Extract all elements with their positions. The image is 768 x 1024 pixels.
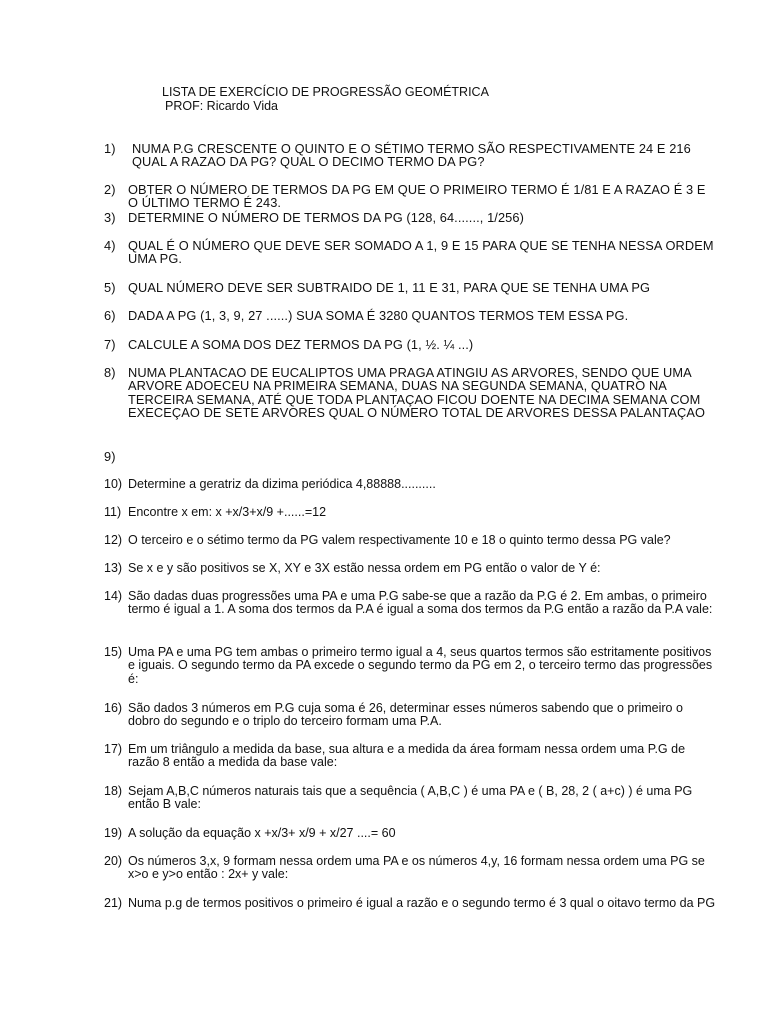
question-text: CALCULE A SOMA DOS DEZ TERMOS DA PG (1, ½. ¼ ...) — [128, 337, 474, 352]
document-author: PROF: Ricardo Vida — [165, 99, 279, 113]
question-number: 1) — [104, 141, 116, 156]
question-text: OBTER O NÚMERO DE TERMOS DA PG EM QUE O PRIMEIRO TERMO É 1/81 E A RAZAO É 3 E O ÚLTIMO TERMO É 243. — [128, 182, 706, 211]
question-text: Encontre x em: x +x/3+x/9 +......=12 — [128, 505, 327, 519]
question-text: São dadas duas progressões uma PA e uma P.G sabe-se que a razão da P.G é 2. Em ambas, o primeiro termo é igual a 1. A soma dos termos da P.A é igual a soma dos termos da P.G então a razão da P.A vale: — [128, 589, 713, 617]
question-3 — [104, 211, 716, 224]
question-number: 5) — [104, 280, 116, 295]
question-number: 14) — [104, 589, 123, 603]
question-6 — [104, 309, 716, 322]
question-number: 2) — [104, 182, 116, 197]
question-text: O terceiro e o sétimo termo da PG valem respectivamente 10 e 18 o quinto termo dessa PG vale? — [128, 533, 671, 547]
question-number: 21) — [104, 896, 123, 910]
question-text: Os números 3,x, 9 formam nessa ordem uma PA e os números 4,y, 16 formam nessa ordem uma PG se x>o e y>o então : 2x+ y vale: — [128, 854, 705, 882]
document-title: LISTA DE EXERCÍCIO DE PROGRESSÃO GEOMÉTRICA — [162, 85, 489, 99]
question-13 — [104, 562, 716, 575]
question-number: 19) — [104, 826, 123, 840]
question-number: 7) — [104, 337, 116, 352]
question-number: 17) — [104, 742, 123, 756]
question-8 — [104, 366, 716, 420]
question-5 — [104, 281, 716, 294]
question-17 — [104, 743, 716, 770]
question-text: Sejam A,B,C números naturais tais que a sequência ( A,B,C ) é uma PA e ( B, 28, 2 ( a+c) ) é uma PG então B vale: — [128, 784, 693, 812]
question-2 — [104, 183, 716, 210]
question-text: NUMA PLANTACAO DE EUCALIPTOS UMA PRAGA ATINGIU AS ARVORES, SENDO QUE UMA ARVORE ADOECEU NA PRIMEIRA SEMANA, DUAS NA SEGUNDA SEMANA, QUATRO NA TERCEIRA SEMANA, ATÉ QUE TODA PLANTAÇAO FICOU DOENTE NA DECIMA SEMANA COM EXECEÇAO DE SETE ARVORES QUAL O NÚMERO TOTAL DE ARVORES DESSA PALANTAÇAO — [128, 365, 706, 421]
question-number: 6) — [104, 308, 116, 323]
question-1 — [104, 142, 716, 169]
question-number: 18) — [104, 784, 123, 798]
question-10 — [104, 478, 716, 491]
question-4 — [104, 239, 716, 266]
question-number: 13) — [104, 561, 123, 575]
question-text: Se x e y são positivos se X, XY e 3X estão nessa ordem em PG então o valor de Y é: — [128, 561, 601, 575]
question-text: QUAL NÚMERO DEVE SER SUBTRAIDO DE 1, 11 E 31, PARA QUE SE TENHA UMA PG — [128, 280, 651, 295]
question-12 — [104, 534, 716, 547]
question-14 — [104, 590, 716, 617]
question-number: 3) — [104, 210, 116, 225]
question-number: 12) — [104, 533, 123, 547]
question-number: 10) — [104, 477, 123, 491]
question-text: DADA A PG (1, 3, 9, 27 ......) SUA SOMA É 3280 QUANTOS TERMOS TEM ESSA PG. — [128, 308, 629, 323]
question-text: Determine a geratriz da dizima periódica 4,88888.......... — [128, 477, 436, 491]
question-18 — [104, 785, 716, 812]
question-number: 8) — [104, 365, 116, 380]
question-text: QUAL É O NÚMERO QUE DEVE SER SOMADO A 1, 9 E 15 PARA QUE SE TENHA NESSA ORDEM UMA PG. — [128, 238, 714, 267]
question-text: São dados 3 números em P.G cuja soma é 26, determinar esses números sabendo que o primeiro o dobro do segundo e o triplo do terceiro formam uma P.A. — [128, 701, 683, 729]
question-11 — [104, 506, 716, 519]
question-text: Numa p.g de termos positivos o primeiro é igual a razão e o segundo termo é 3 qual o oitavo termo da PG — [128, 896, 716, 910]
question-21 — [104, 897, 716, 910]
question-16 — [104, 702, 716, 729]
question-text: DETERMINE O NÚMERO DE TERMOS DA PG (128, 64......., 1/256) — [128, 210, 524, 225]
question-7 — [104, 338, 716, 351]
question-text: Em um triângulo a medida da base, sua altura e a medida da área formam nessa ordem uma P.G de razão 8 então a medida da base vale: — [128, 742, 686, 770]
question-number: 20) — [104, 854, 123, 868]
question-number: 16) — [104, 701, 123, 715]
question-text: Uma PA e uma PG tem ambas o primeiro termo igual a 4, seus quartos termos são estritamente positivos e iguais. O segundo termo da PA excede o segundo termo da PG em 2, o terceiro termo das progressões é: — [128, 645, 713, 686]
question-20 — [104, 855, 716, 882]
question-text: NUMA P.G CRESCENTE O QUINTO E O SÉTIMO TERMO SÃO RESPECTIVAMENTE 24 E 216 QUAL A RAZAO DA PG? QUAL O DECIMO TERMO DA PG? — [132, 141, 691, 170]
question-number: 4) — [104, 238, 116, 253]
question-number: 15) — [104, 645, 123, 659]
question-number: 9) — [104, 449, 116, 464]
question-15 — [104, 646, 716, 686]
question-19 — [104, 827, 716, 840]
question-number: 11) — [104, 505, 122, 519]
question-text: A solução da equação x +x/3+ x/9 + x/27 ....= 60 — [128, 826, 396, 840]
